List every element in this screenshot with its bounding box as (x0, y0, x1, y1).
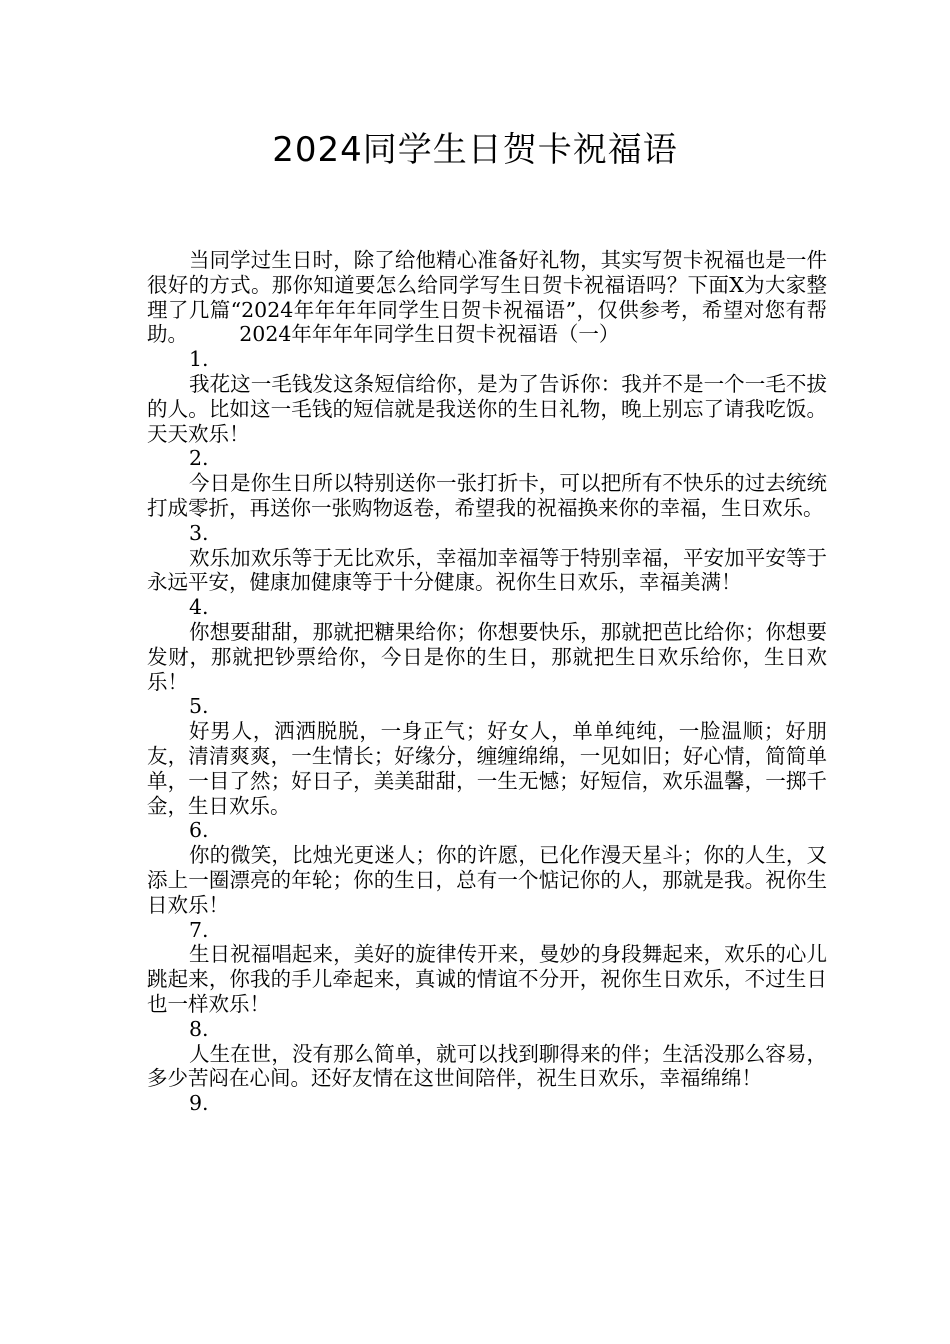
item-text: 人生在世，没有那么简单，就可以找到聊得来的伴；生活没那么容易，多少苦闷在心间。还好友情在这世间陪伴，祝生日欢乐，幸福绵绵！ (147, 1041, 827, 1091)
list-item (147, 918, 827, 1017)
list-item (147, 1017, 827, 1091)
document-body (147, 248, 827, 1116)
item-text: 今日是你生日所以特别送你一张打折卡，可以把所有不快乐的过去统统打成零折，再送你一张购物返卷，希望我的祝福换来你的幸福，生日欢乐。 (147, 471, 827, 520)
item-text: 好男人，洒洒脱脱，一身正气；好女人，单单纯纯，一脸温顺；好朋友，清清爽爽，一生情长；好缘分，缠缠绵绵，一见如旧；好心情，简简单单，一目了然；好日子，美美甜甜，一生无憾；好短信，欢乐温馨，一掷千金，生日欢乐。 (147, 719, 827, 818)
item-number: 2. (189, 446, 209, 471)
list-item (147, 521, 827, 595)
item-number: 7. (189, 917, 209, 942)
item-text: 生日祝福唱起来，美好的旋律传开来，曼妙的身段舞起来，欢乐的心儿跳起来，你我的手儿牵起来，真诚的情谊不分开，祝你生日欢乐，不过生日也一样欢乐！ (147, 942, 827, 1016)
item-number: 4. (189, 595, 209, 620)
list-item (147, 347, 827, 446)
item-number: 9. (189, 1091, 209, 1116)
item-text: 我花这一毛钱发这条短信给你，是为了告诉你：我并不是一个一毛不拔的人。比如这一毛钱的短信就是我送你的生日礼物，晚上别忘了请我吃饭。天天欢乐！ (147, 371, 827, 446)
list-item (147, 818, 827, 917)
item-number: 1. (189, 347, 209, 372)
list-item (147, 446, 827, 520)
item-text: 你的微笑，比烛光更迷人；你的许愿，已化作漫天星斗；你的人生，又添上一圈漂亮的年轮；你的生日，总有一个惦记你的人，那就是我。祝你生日欢乐！ (147, 843, 827, 917)
list-item (147, 1091, 827, 1116)
document-title: 2024同学生日贺卡祝福语 (272, 130, 678, 170)
intro-paragraph: 当同学过生日时，除了给他精心准备好礼物，其实写贺卡祝福也是一件很好的方式。那你知道要怎么给同学写生日贺卡祝福语吗？下面X为大家整理了几篇“2024年年年年同学生日贺卡祝福语”，仅供参考，希望对您有帮助。 2024年年年年同学生日贺卡祝福语（一） (147, 248, 827, 347)
item-number: 5. (189, 694, 209, 719)
list-item (147, 595, 827, 694)
item-number: 6. (189, 818, 209, 843)
list-item (147, 694, 827, 818)
item-text: 你想要甜甜，那就把糖果给你；你想要快乐，那就把芭比给你；你想要发财，那就把钞票给你，今日是你的生日，那就把生日欢乐给你，生日欢乐！ (147, 619, 827, 694)
item-text: 欢乐加欢乐等于无比欢乐，幸福加幸福等于特别幸福，平安加平安等于永远平安，健康加健康等于十分健康。祝你生日欢乐，幸福美满！ (147, 545, 827, 595)
item-number: 3. (189, 520, 209, 545)
item-number: 8. (189, 1016, 209, 1041)
